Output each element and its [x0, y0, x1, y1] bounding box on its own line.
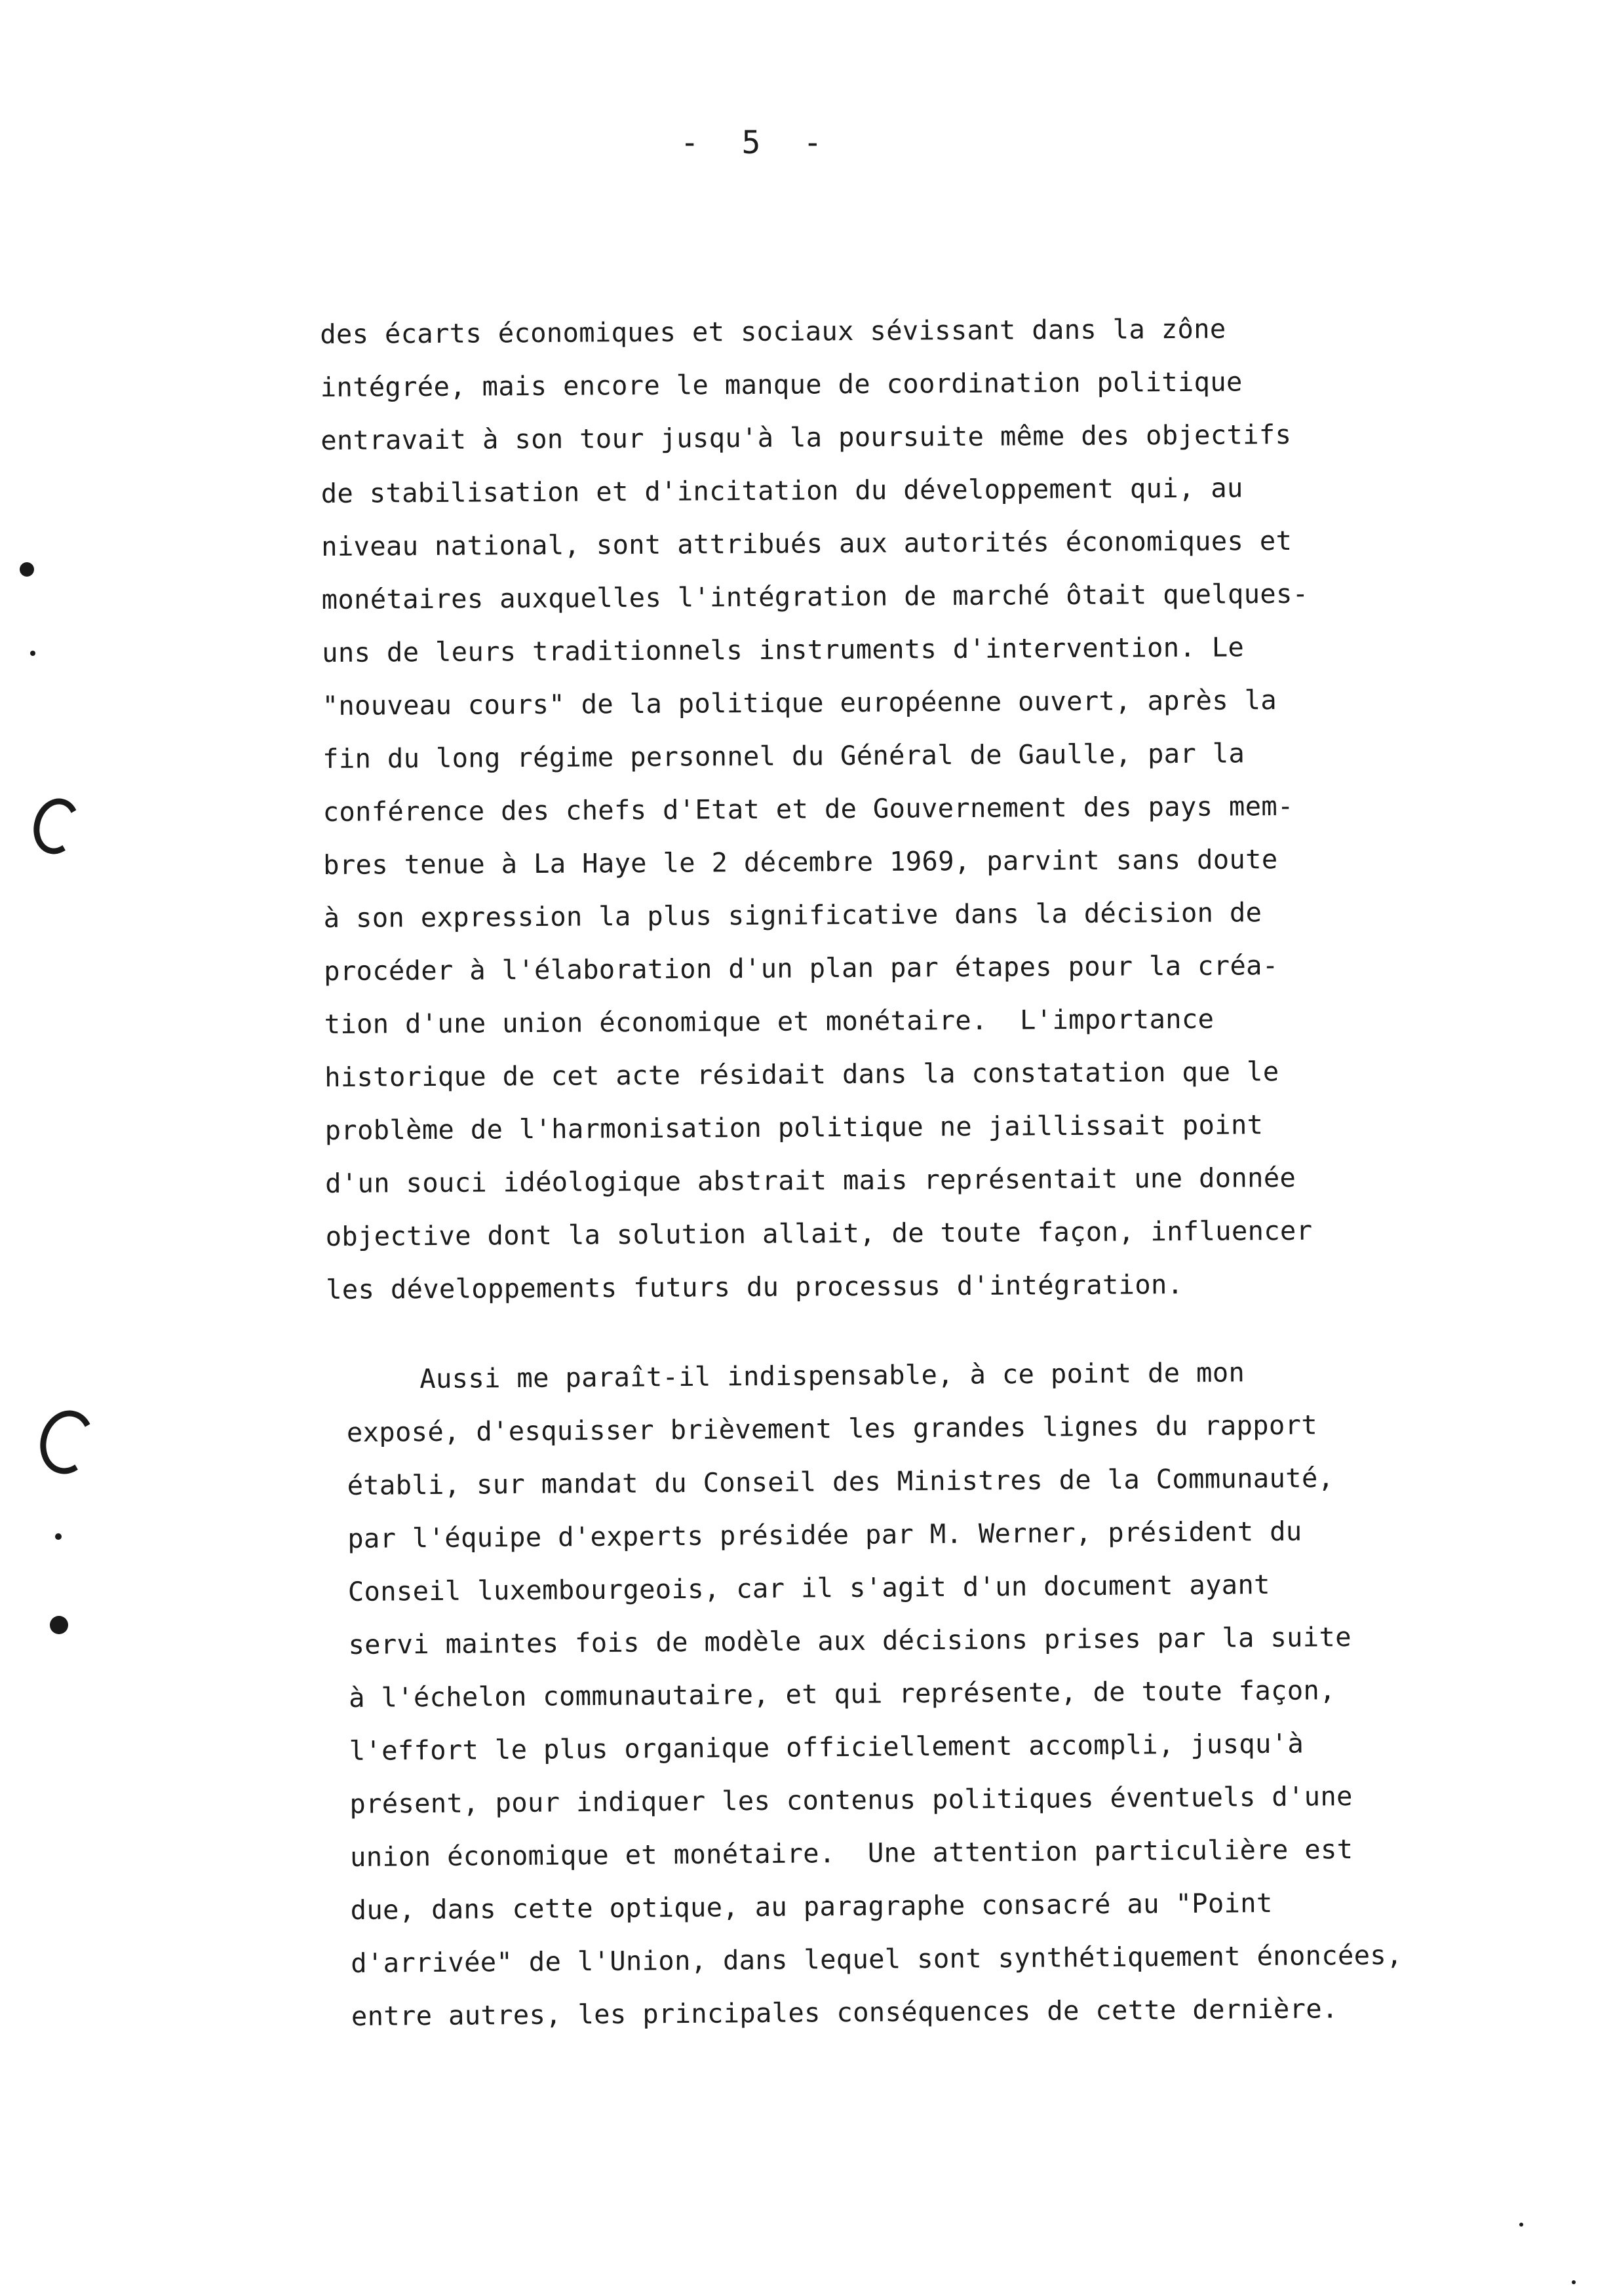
text-line: l'effort le plus organique officiellement accompli, jusqu'à	[349, 1727, 1304, 1767]
text-line: monétaires auxquelles l'intégration de marché ôtait quelques-	[321, 577, 1309, 615]
text-line: uns de leurs traditionnels instruments d'intervention. Le	[322, 631, 1245, 668]
text-line: des écarts économiques et sociaux sévissant dans la zône	[320, 313, 1226, 350]
text-line: problème de l'harmonisation politique ne jaillissait point	[324, 1109, 1264, 1146]
text-line: d'arrivée" de l'Union, dans lequel sont synthétiquement énoncées,	[351, 1939, 1403, 1979]
text-line: établi, sur mandat du Conseil des Ministres de la Communauté,	[347, 1462, 1334, 1501]
paragraph-2	[346, 1345, 1403, 2043]
text-line: Conseil luxembourgeois, car il s'agit d'un document ayant	[347, 1568, 1270, 1607]
text-line: d'un souci idéologique abstrait mais représentait une donnée	[325, 1161, 1296, 1199]
punch-hole-mark	[33, 1404, 101, 1480]
text-line: à l'échelon communautaire, et qui représente, de toute façon,	[348, 1674, 1336, 1713]
scan-speck	[50, 1616, 68, 1634]
text-line: Aussi me paraît-il indispensable, à ce point de mon	[419, 1356, 1245, 1395]
text-line: exposé, d'esquisser brièvement les grandes lignes du rapport	[346, 1409, 1318, 1448]
text-line: procéder à l'élaboration d'un plan par étapes pour la créa-	[324, 949, 1279, 987]
text-line: tion d'une union économique et monétaire. L'importance	[324, 1003, 1215, 1040]
page-number: - 5 -	[680, 124, 834, 161]
text-line: union économique et monétaire. Une attention particulière est	[349, 1833, 1353, 1873]
text-line: les développements futurs du processus d'intégration.	[326, 1268, 1184, 1305]
text-line: entravait à son tour jusqu'à la poursuite même des objectifs	[321, 418, 1292, 456]
text-line: servi maintes fois de modèle aux décisions prises par la suite	[348, 1620, 1352, 1660]
text-line: fin du long régime personnel du Général de Gaulle, par la	[322, 737, 1245, 775]
text-line: entre autres, les principales conséquences de cette dernière.	[351, 1993, 1338, 2032]
scan-speck	[1572, 2280, 1576, 2284]
scan-speck	[55, 1533, 62, 1540]
text-line: niveau national, sont attribués aux autorités économiques et	[321, 524, 1293, 562]
text-line: due, dans cette optique, au paragraphe consacré au "Point	[350, 1886, 1273, 1926]
scan-speck	[30, 651, 35, 656]
text-line: conférence des chefs d'Etat et de Gouvernement des pays mem-	[322, 790, 1294, 828]
text-line: présent, pour indiquer les contenus politiques éventuels d'une	[349, 1780, 1353, 1820]
scan-speck	[1519, 2223, 1523, 2227]
text-line: objective dont la solution allait, de toute façon, influencer	[325, 1214, 1313, 1252]
paragraph-1	[320, 302, 1313, 1316]
text-line: à son expression la plus significative dans la décision de	[323, 896, 1262, 934]
text-line: bres tenue à La Haye le 2 décembre 1969, parvint sans doute	[323, 843, 1278, 881]
punch-hole-mark	[28, 794, 85, 860]
text-line: historique de cet acte résidait dans la constatation que le	[324, 1056, 1279, 1093]
text-line: intégrée, mais encore le manque de coordination politique	[320, 366, 1243, 403]
text-line: de stabilisation et d'incitation du développement qui, au	[321, 472, 1243, 509]
text-line: par l'équipe d'experts présidée par M. Werner, président du	[347, 1515, 1302, 1554]
scan-speck	[20, 562, 34, 577]
text-line: "nouveau cours" de la politique européenne ouvert, après la	[322, 684, 1277, 721]
